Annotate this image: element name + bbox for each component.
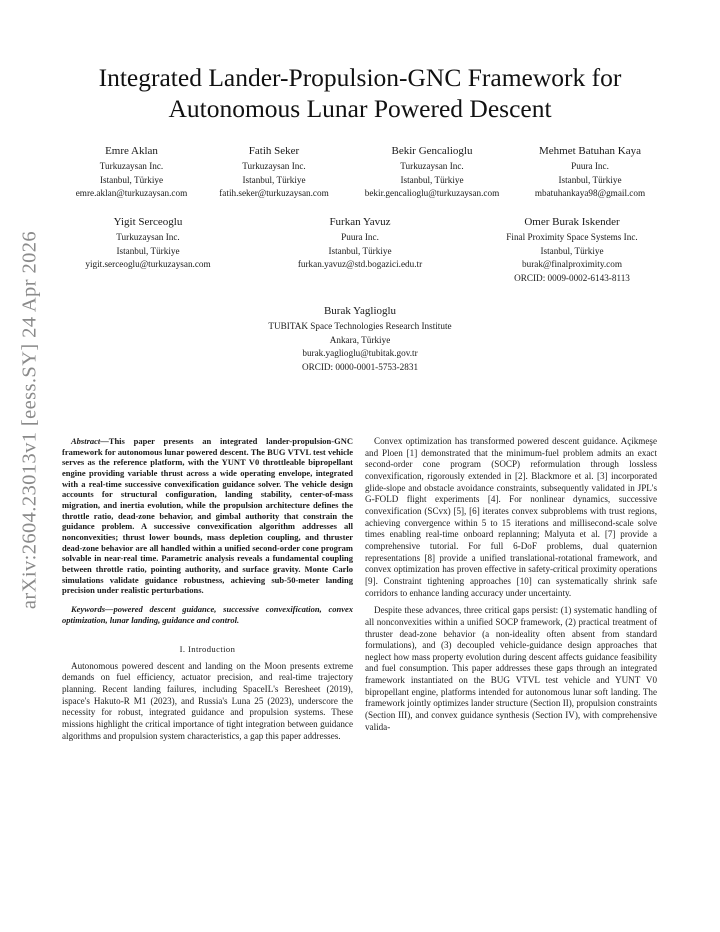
author-block [230,303,490,374]
author-location: Istanbul, Türkiye [328,245,392,256]
body-paragraph: Despite these advances, three critical gaps persist: (1) systematic handling of all nonconvexities within a unified SOCP framework, (2) practical treatment of thruster dead-zone behavior (a non-ideality often absent from standard formulations), and (3) decoupled vehicle-guidance design approaches that neglect how mass property evolution during descent affects guidance feasibility and fuel consumption. This paper addresses these gaps through an integrated framework instantiated on the BUG VTVL test vehicle and YUNT V0 bipropellant engine, platforms intended for autonomous lunar soft landing. The framework jointly optimizes lander structure (Section II), propulsion constraints (Section III), and convex guidance synthesis (Section IV), with comprehensive valida- [365,605,657,732]
author-block [520,143,660,201]
keywords-text: —powered descent guidance, successive convexification, convex optimization, lunar landing, guidance and control. [62,603,353,625]
section-heading: I. Introduction [179,644,236,655]
author-email: bekir.gencalioglu@turkuzaysan.com [364,188,500,199]
author-location: Istanbul, Türkiye [400,174,464,185]
author-name: Omer Burak Iskender [524,216,620,228]
author-block [204,143,344,201]
author-location: Istanbul, Türkiye [99,174,164,185]
author-name: Furkan Yavuz [329,216,391,228]
abstract-text: —This paper presents an integrated lander-propulsion-GNC framework for autonomous lunar powered descent. The BUG VTVL test vehicle serves as the reference platform, with the YUNT V0 throttleable bipropellant engine providing variable thrust across a wide operating envelope, integrated with a real-time successive convexification guidance solver. The vehicle design accounts for structural configuration, landing stability, center-of-mass migration, and inertia evolution, while the propulsion architecture defines the throttle ratio, dead-zone behavior, and gimbal authority that constrain the guidance problem. A successive convexification algorithm addresses all nonconvexities; thrust lower bounds, mass depletion coupling, and thruster dead-zone behavior are all handled within a unified second-order cone program solvable in near-real time. Parametric analysis reveals a fundamental coupling between throttle ratio, pointing authority, and surface gravity. Monte Carlo simulations validate guidance robustness, achieving sub-50-meter landing precision under realistic perturbations. [62,436,353,596]
keywords [62,604,353,625]
abstract [62,436,353,596]
author-affiliation: Puura Inc. [571,161,609,171]
author-name: Yigit Serceoglu [113,216,183,228]
author-email: burak@finalproximity.com [522,259,622,270]
author-name: Emre Aklan [105,145,158,157]
author-block [345,143,519,201]
author-block [264,214,456,272]
author-email: mbatuhankaya98@gmail.com [534,188,646,199]
author-email: yigit.serceoglu@turkuzaysan.com [85,259,211,270]
paper-title: Integrated Lander-Propulsion-GNC Framework for Autonomous Lunar Powered Descent [98,63,622,123]
arxiv-identifier: arXiv:2604.23013v1 [eess.SY] 24 Apr 2026 [18,230,41,610]
author-affiliation: Puura Inc. [341,232,379,242]
body-paragraph: Convex optimization has transformed powered descent guidance. Açikmeşe and Ploen [1] demonstrated that the minimum-fuel problem admits an exact second-order cone program (SOCP) reformulation through lossless convexification, rigorously extended in [2]. Blackmore et al. [3] incorporated glide-slope and obstacle avoidance constraints, subsequently validated in JPL's G-FOLD flight experiments [4]. For nonlinear dynamics, successive convexification (SCvx) [5], [6] iterates convex subproblems with trust regions, achieving convergence within 5 to 15 iterations and millisecond-scale solve times enabling real-time onboard replanning; Malyuta et al. [7] provide a comprehensive tutorial. For full 6-DoF problems, dual quaternion representations [8] provide a unified translational-rotational framework, and convex optimization has proven effective in safety-critical proximity operations [9]. Constraint tightening approaches [10] can systematically shrink safe corridors to enhance landing accuracy under uncertainty. [365,436,657,598]
author-name: Bekir Gencalioglu [391,145,473,157]
author-email: fatih.seker@turkuzaysan.com [219,188,329,199]
author-affiliation: TUBITAK Space Technologies Research Institute [268,321,452,331]
author-location: Istanbul, Türkiye [558,174,622,185]
arxiv-stamp [10,150,50,690]
keywords-label: Keywords [71,603,105,614]
right-column [365,436,657,739]
author-orcid: ORCID: 0000-0001-5753-2831 [301,361,419,372]
author-block [60,214,236,272]
author-name: Fatih Seker [248,145,300,157]
author-affiliation: Final Proximity Space Systems Inc. [506,232,638,242]
author-affiliation: Turkuzaysan Inc. [242,161,306,171]
author-email: burak.yaglioglu@tubitak.gov.tr [302,348,418,359]
author-affiliation: Turkuzaysan Inc. [116,232,180,242]
author-email: furkan.yavuz@std.bogazici.edu.tr [297,259,423,270]
author-block [60,143,203,201]
author-location: Ankara, Türkiye [329,334,391,345]
body-paragraph: Autonomous powered descent and landing on the Moon presents extreme demands on fuel efficiency, actuator precision, and real-time trajectory planning. Recent landing failures, including SpaceIL's Beresheet (2019), ispace's Hakuto-R M1 (2023), and Russia's Luna 25 (2023), underscore the necessity for robust, integrated guidance and propulsion systems. These missions highlight the critical importance of tight integration between guidance algorithms and propulsion system characteristics, a gap this paper addresses. [62,660,353,741]
author-location: Istanbul, Türkiye [242,174,306,185]
author-block [484,214,660,285]
author-affiliation: Turkuzaysan Inc. [99,161,164,171]
author-orcid: ORCID: 0009-0002-6143-8113 [514,272,630,283]
left-column [62,436,353,748]
author-affiliation: Turkuzaysan Inc. [400,161,464,171]
abstract-label: Abstract [71,436,101,446]
author-location: Istanbul, Türkiye [116,245,180,256]
author-name: Mehmet Batuhan Kaya [538,145,642,157]
author-name: Burak Yaglioglu [323,305,397,317]
author-location: Istanbul, Türkiye [540,245,604,256]
author-email: emre.aklan@turkuzaysan.com [75,188,188,199]
